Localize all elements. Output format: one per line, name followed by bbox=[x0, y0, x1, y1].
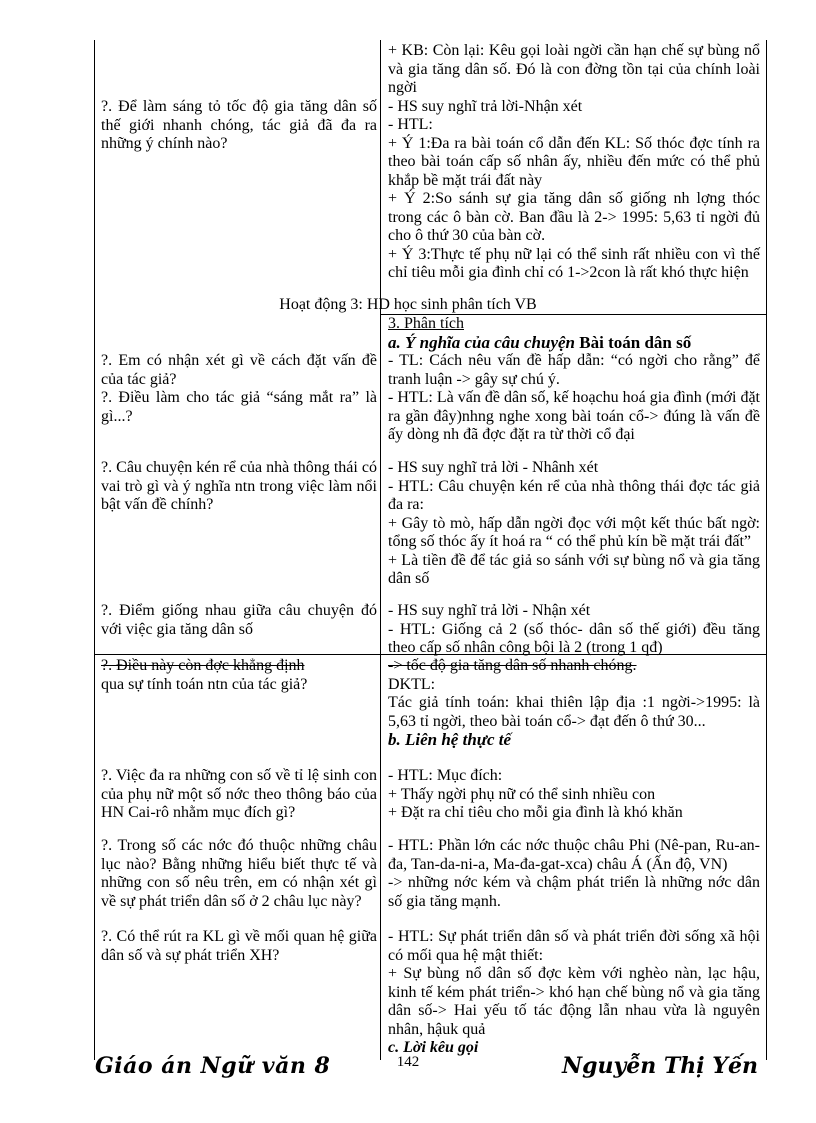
section-3-heading bbox=[388, 315, 760, 352]
answer-line: + Ý 2:So sánh sự gia tăng dân số giống nh lợng thóc trong các ô bàn cờ. Ban đầu là 2-> 1995: 5,63 tỉ ngời đủ cho ô thứ 30 của bàn cờ. bbox=[388, 190, 760, 244]
answer-line: - HS suy nghĩ trả lời - Nhận xét bbox=[388, 602, 591, 619]
section-a-title: Bài toán dân số bbox=[579, 332, 692, 352]
answer-line: + Đặt ra chỉ tiêu cho mỗi gia đình là khó khăn bbox=[388, 804, 683, 821]
answer-block-c bbox=[388, 602, 760, 658]
question-7: ?. Việc đa ra những con số về tỉ lệ sinh con của phụ nữ một số nớc theo thông báo của HN Cai-rô nhằm mục đích gì? bbox=[101, 767, 377, 821]
answer-block-f bbox=[388, 837, 760, 911]
section-a-heading bbox=[388, 334, 760, 353]
answer-line: - HTL: bbox=[388, 116, 433, 133]
answer-line: + Ý 1:Đa ra bài toán cổ dẫn đến KL: Số thóc đợc tính ra theo bài toán cấp số nhân ấy, nhiều đến mức có thể phủ khắp bề mặt trái đất này bbox=[388, 134, 760, 189]
footer-course-title: Giáo án Ngữ văn 8 bbox=[95, 1053, 331, 1079]
question-6-rest: qua sự tính toán ntn của tác giả? bbox=[101, 675, 308, 693]
footer-author: Nguyễn Thị Yến bbox=[561, 1053, 758, 1079]
answer-block-e bbox=[388, 767, 760, 823]
answer-line: - TL: Cách nêu vấn đề hấp dẫn: “có ngời cho rằng” để tranh luận -> gây sự chú ý. bbox=[388, 352, 760, 388]
question-2: ?. Em có nhận xét gì về cách đặt vấn đề của tác giả? bbox=[101, 352, 377, 388]
answer-line: + KB: Còn lại: Kêu gọi loài ngời cần hạn chế sự bùng nổ và gia tăng dân số. Đó là con đờng tồn tại của chính loài ngời bbox=[388, 42, 760, 96]
table-right-border bbox=[766, 40, 767, 1060]
answer-line: - HTL: Mục đích: bbox=[388, 767, 503, 784]
answer-line: -> những nớc kém và chậm phát triển là những nớc dân số gia tăng mạnh. bbox=[388, 874, 760, 910]
answer-line: + Là tiền đề để tác giả so sánh với sự bùng nổ và gia tăng dân số bbox=[388, 551, 760, 587]
answer-line: - HTL: Câu chuyện kén rể của nhà thông thái đợc tác giả đa ra: bbox=[388, 477, 760, 513]
answer-line: Tác giả tính toán: khai thiên lập địa :1 ngời->1995: là 5,63 tỉ ngời, theo bài toán cổ-> đạt đến ô thứ 30... bbox=[388, 694, 760, 730]
section-title: 3. Phân tích bbox=[388, 315, 464, 332]
answer-line: - HTL: Là vấn đề dân số, kế hoạchu hoá gia đình (mới đặt ra gần đây)nhng nghe xong bài toán cổ-> đúng là vấn đề ấy dòng nh đã đợc đặt ra từ thời cổ đại bbox=[388, 389, 760, 443]
question-6 bbox=[101, 657, 377, 694]
question-4: ?. Câu chuyện kén rể của nhà thông thái có vai trò gì và ý nghĩa ntn trong việc làm nổi bật vấn đề chính? bbox=[101, 459, 377, 513]
answer-block-b bbox=[388, 459, 760, 589]
question-9: ?. Có thể rút ra KL gì về mối quan hệ giữa dân số và sự phát triển XH? bbox=[101, 928, 377, 964]
answer-line: - HTL: Sự phát triển dân số và phát triển đời sống xã hội có mối qua hệ mật thiết: bbox=[388, 928, 760, 964]
answer-line: + Gây tò mò, hấp dẫn ngời đọc với một kết thúc bất ngờ: tổng số thóc ấy ít hoá ra “ có thể phủ kín bề mặt trái đất” bbox=[388, 514, 760, 550]
answer-line: - HS suy nghĩ trả lời - Nhânh xét bbox=[388, 459, 599, 476]
answer-line: + Sự bùng nổ dân số đợc kèm với nghèo nàn, lạc hậu, kinh tế kém phát triển-> khó hạn chế bùng nổ và gia tăng dân số-> Hai yếu tố tác động lẫn nhau vừa là nguyên nhân, hậuk quả bbox=[388, 965, 760, 1038]
question-8: ?. Trong số các nớc đó thuộc những châu lục nào? Bằng những hiểu biết thực tế và những con số nêu trên, em có nhận xét gì về sự phát triển dân số ở 2 châu lục này? bbox=[101, 837, 377, 910]
answer-line-struck: -> tốc độ gia tăng dân số nhanh chóng. bbox=[388, 657, 637, 674]
answer-line: - HS suy nghĩ trả lời-Nhận xét bbox=[388, 97, 583, 115]
question-5: ?. Điểm giống nhau giữa câu chuyện đó với việc gia tăng dân số bbox=[101, 602, 377, 638]
answer-block-g bbox=[388, 928, 760, 1058]
table-column-divider bbox=[380, 40, 381, 1060]
section-c-heading: c. Lời kêu gọi bbox=[388, 1039, 479, 1056]
question-1: ?. Để làm sáng tỏ tốc độ gia tăng dân số thế giới nhanh chóng, tác giả đã đa ra những ý chính nào? bbox=[101, 98, 377, 152]
answer-line: - HTL: Giống cả 2 (số thóc- dân số thế giới) đều tăng theo cấp số nhân công bội là 2 (trong 1 qđ) bbox=[388, 620, 760, 656]
answer-line: DKTL: bbox=[388, 675, 436, 693]
answer-line: + Thấy ngời phụ nữ có thể sinh nhiều con bbox=[388, 785, 656, 803]
answer-block-d bbox=[388, 657, 760, 750]
answer-line: - HTL: Phần lớn các nớc thuộc châu Phi (Nê-pan, Ru-an-đa, Tan-da-ni-a, Ma-đa-gat-xca) châu Á (Ấn độ, VN) bbox=[388, 837, 760, 873]
table-left-border bbox=[94, 40, 95, 1060]
activity-heading: Hoạt động 3: HD học sinh phân tích VB bbox=[279, 296, 537, 313]
section-a-prefix: a. Ý nghĩa của câu chuyện bbox=[388, 332, 580, 352]
answer-block-top bbox=[388, 42, 760, 283]
question-6-struck: ?. Điều này còn đợc khẳng định bbox=[101, 657, 305, 674]
question-3: ?. Điều làm cho tác giả “sáng mắt ra” là gì...? bbox=[101, 389, 377, 425]
answer-block-a bbox=[388, 352, 760, 445]
page-number: 142 bbox=[396, 1054, 420, 1070]
answer-line: + Ý 3:Thực tế phụ nữ lại có thể sinh rất nhiều con vì thế chỉ tiêu mỗi gia đình chỉ có 1->2con là rất khó thực hiện bbox=[388, 245, 760, 281]
section-b-heading: b. Liên hệ thực tế bbox=[388, 730, 512, 749]
